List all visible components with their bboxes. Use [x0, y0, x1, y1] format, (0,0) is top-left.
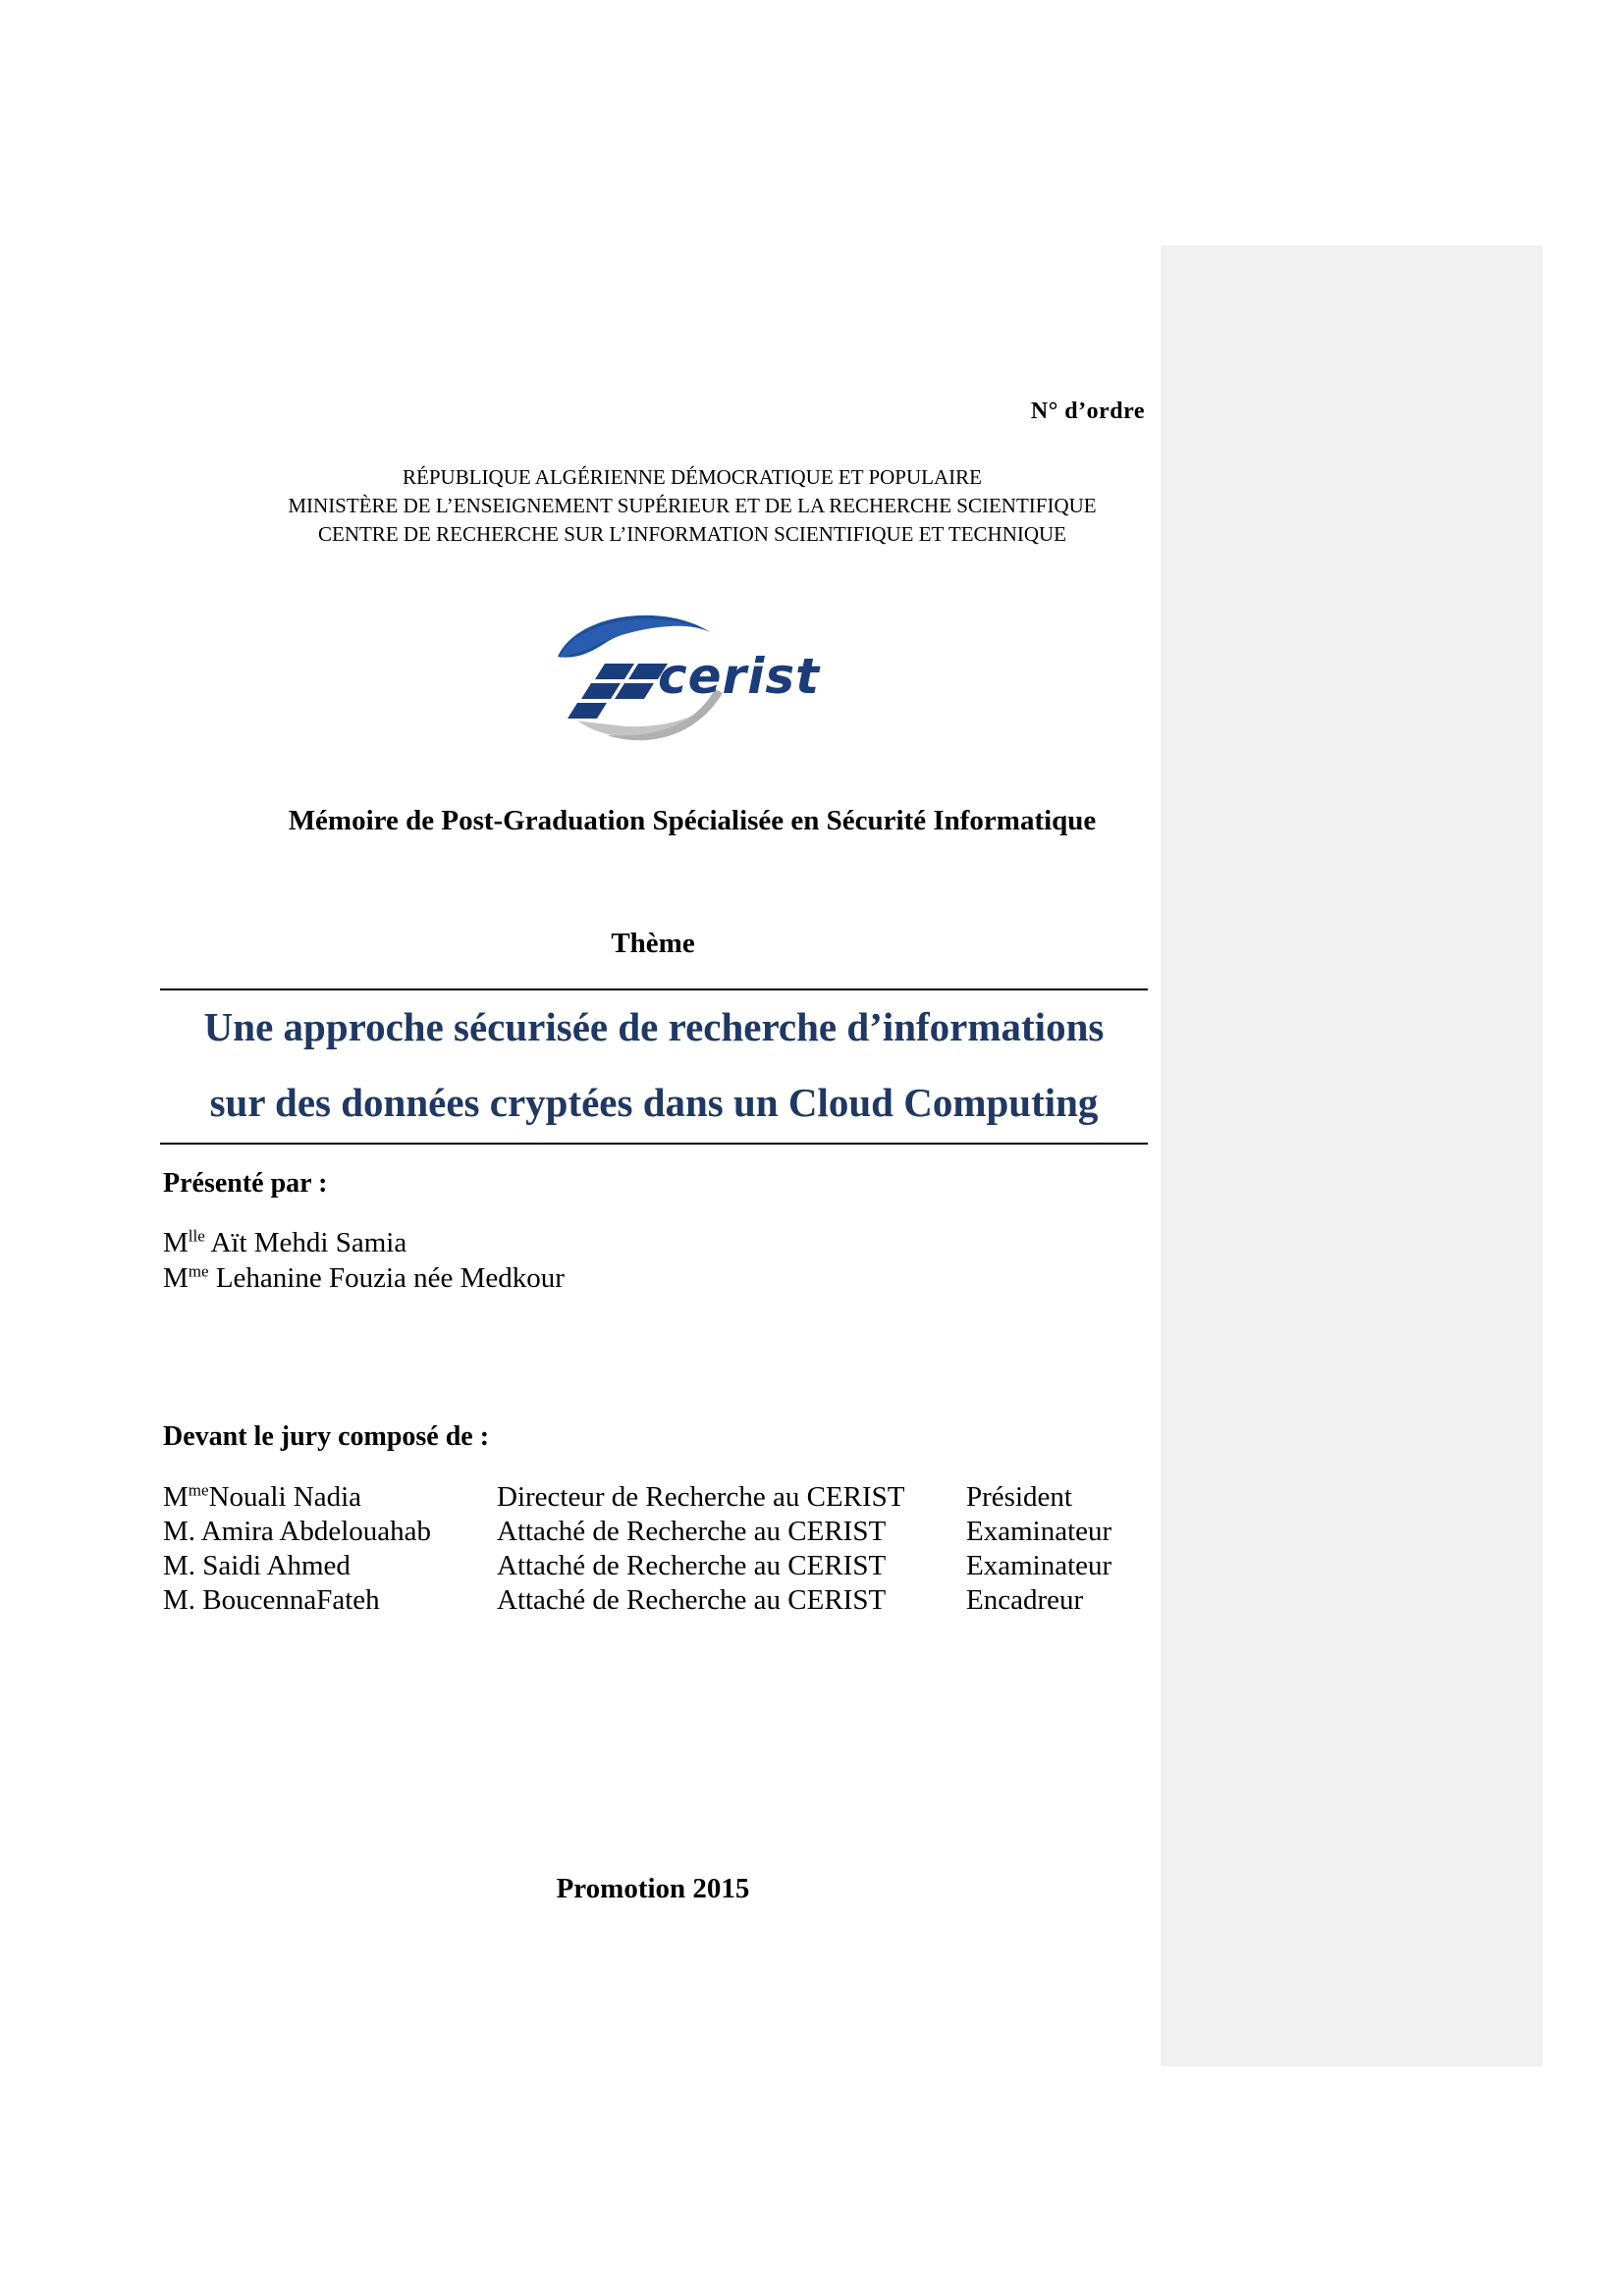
jury-member-role: Examinateur [966, 1550, 1112, 1581]
jury-member-role: Examinateur [966, 1516, 1112, 1547]
logo-wordmark: cerist [658, 648, 821, 705]
jury-member-title: Attaché de Recherche au CERIST [497, 1516, 887, 1547]
jury-member-title: Directeur de Recherche au CERIST [497, 1481, 905, 1513]
jury-member-title: Attaché de Recherche au CERIST [497, 1550, 887, 1581]
authors-list [163, 1225, 565, 1296]
jury-table [163, 1480, 1163, 1618]
header-line-centre: CENTRE DE RECHERCHE SUR L’INFORMATION SCIENTIFIQUE ET TECHNIQUE [317, 522, 1067, 546]
memoire-subtitle: Mémoire de Post-Graduation Spécialisée en Sécurité Informatique [288, 805, 1097, 836]
jury-row [163, 1480, 1163, 1515]
cerist-logo [548, 603, 842, 750]
jury-member-name: $M^{me}Nouali$ Nadia [163, 1480, 361, 1513]
header-line-ministry: MINISTÈRE DE L’ENSEIGNEMENT SUPÉRIEUR ET DE LA RECHERCHE SCIENTIFIQUE [288, 494, 1097, 517]
jury-row [163, 1583, 1163, 1618]
thesis-title-line-1: Une approche sécurisée de recherche d’informations [203, 1004, 1105, 1049]
promotion-year: Promotion 2015 [556, 1873, 750, 1904]
order-number: N° d’ordre [1030, 399, 1145, 424]
jury-member-name: M. BoucennaFateh [163, 1584, 380, 1616]
thesis-title [160, 989, 1148, 1141]
author-item: $M^{lle}$ Aït Mehdi Samia [163, 1226, 407, 1258]
theme-label: Thème [611, 928, 695, 959]
jury-member-title: Attaché de Recherche au CERIST [497, 1584, 887, 1616]
jury-member-role: Président [966, 1481, 1072, 1513]
presented-by-label: Présenté par : [163, 1168, 328, 1199]
jury-row [163, 1515, 1163, 1549]
jury-row [163, 1549, 1163, 1583]
jury-label: Devant le jury composé de : [163, 1421, 490, 1452]
institution-header [157, 463, 1227, 549]
jury-member-name: M. Amira Abdelouahab [163, 1516, 432, 1547]
jury-member-role: Encadreur [966, 1584, 1084, 1616]
title-rule-bottom [160, 1143, 1148, 1145]
jury-member-name: M. Saidi Ahmed [163, 1550, 351, 1581]
thesis-title-line-2: sur des données cryptées dans un Cloud Computing [209, 1080, 1099, 1125]
author-item: $M^{me}$ Lehanine Fouzia née Medkour [163, 1261, 565, 1294]
header-line-republic: RÉPUBLIQUE ALGÉRIENNE DÉMOCRATIQUE ET POPULAIRE [403, 465, 982, 489]
